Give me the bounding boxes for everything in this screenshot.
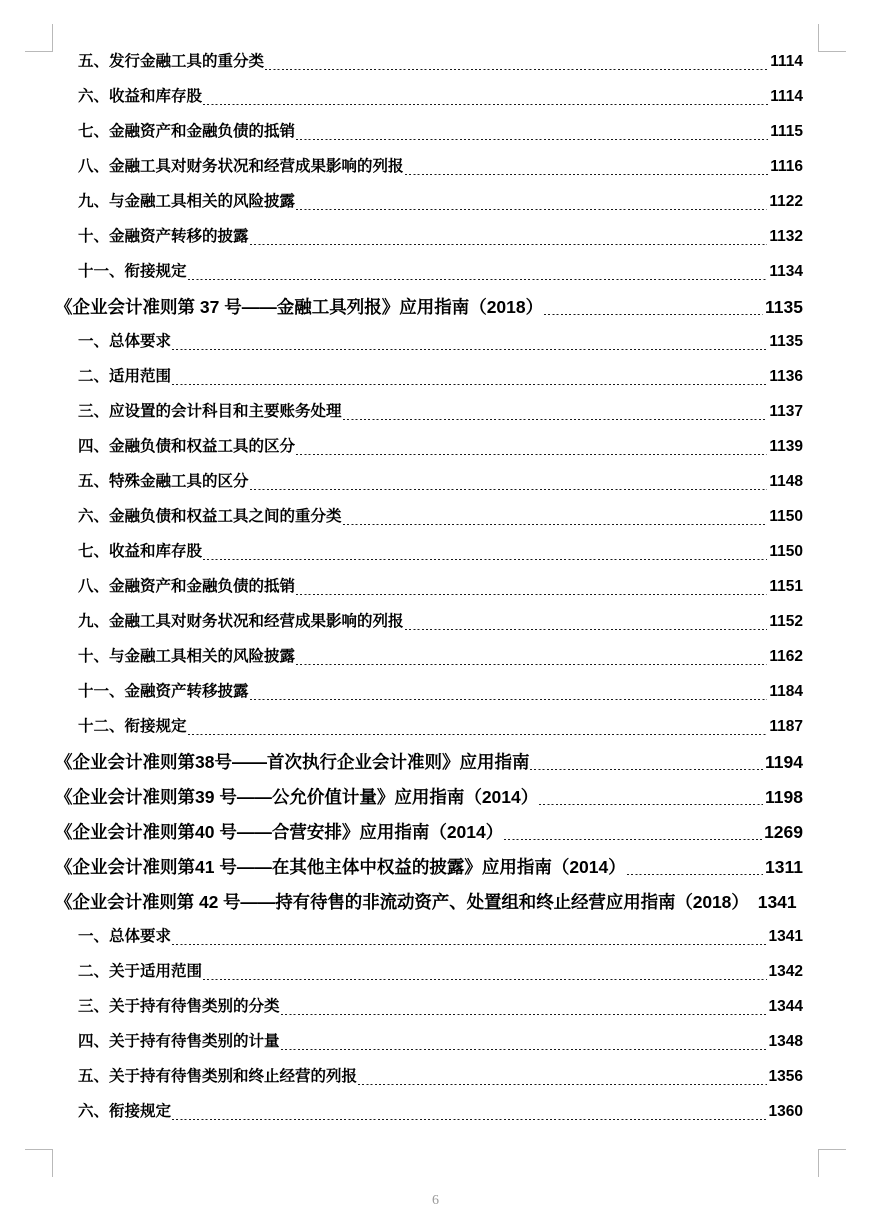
toc-entry-title: 四、金融负债和权益工具的区分 [78,438,296,455]
toc-dot-leader [343,524,768,525]
toc-entry-page-number: 1135 [765,297,803,317]
toc-entry-page-number: 1341 [768,928,803,945]
toc-entry-page-number: 1122 [769,193,803,210]
toc-entry[interactable] [0,224,871,259]
toc-entry[interactable] [0,994,871,1029]
toc-dot-leader [172,944,767,945]
toc-entry[interactable] [0,504,871,539]
toc-dot-leader [172,349,767,350]
toc-entry-title: 二、适用范围 [78,368,172,385]
toc-dot-leader [281,1049,767,1050]
toc-dot-leader [265,69,768,70]
crop-mark-horizontal-rule [25,1149,53,1150]
toc-dot-leader [203,979,767,980]
toc-dot-leader [544,314,763,315]
toc-dot-leader [188,734,768,735]
toc-entry-page-number: 1184 [769,683,803,700]
toc-dot-leader [172,1119,767,1120]
toc-dot-leader [250,699,768,700]
toc-dot-leader [627,874,763,875]
toc-entry-title: 六、衔接规定 [78,1103,172,1120]
toc-entry-page-number: 1348 [768,1033,803,1050]
toc-entry-page-number: 1360 [768,1103,803,1120]
toc-entry[interactable] [0,714,871,749]
toc-dot-leader [296,209,767,210]
toc-entry[interactable] [0,819,871,854]
toc-entry[interactable] [0,329,871,364]
toc-entry[interactable] [0,364,871,399]
toc-dot-leader [343,419,768,420]
toc-entry[interactable] [0,84,871,119]
toc-entry[interactable] [0,119,871,154]
toc-entry-page-number: 1341 [757,892,797,912]
toc-dot-leader [539,804,763,805]
toc-entry[interactable] [0,539,871,574]
toc-entry-title: 《企业会计准则第 42 号——持有待售的非流动资产、处置组和终止经营应用指南（2018） [55,892,749,912]
toc-dot-leader [250,489,768,490]
toc-entry-title: 《企业会计准则第41 号——在其他主体中权益的披露》应用指南（2014） [55,857,626,877]
toc-entry-page-number: 1148 [769,473,803,490]
toc-entry[interactable] [0,259,871,294]
toc-entry[interactable] [0,959,871,994]
toc-entry-title: 六、金融负债和权益工具之间的重分类 [78,508,342,525]
toc-entry-page-number: 1139 [769,438,803,455]
toc-entry[interactable] [0,154,871,189]
toc-entry-title: 五、特殊金融工具的区分 [78,473,249,490]
toc-entry-title: 九、与金融工具相关的风险披露 [78,193,296,210]
toc-entry[interactable] [0,49,871,84]
toc-dot-leader [296,454,767,455]
toc-entry-page-number: 1344 [768,998,803,1015]
toc-entry-title: 五、关于持有待售类别和终止经营的列报 [78,1068,358,1085]
toc-entry-page-number: 1135 [769,333,803,350]
toc-entry-title: 十、金融资产转移的披露 [78,228,249,245]
toc-dot-leader [530,769,763,770]
toc-entry-title: 七、收益和库存股 [78,543,203,560]
toc-entry-page-number: 1152 [769,613,803,630]
toc-entry-title: 二、关于适用范围 [78,963,203,980]
toc-entry-title: 九、金融工具对财务状况和经营成果影响的列报 [78,613,404,630]
toc-entry-title: 《企业会计准则第38号——首次执行企业会计准则》应用指南 [55,752,530,772]
toc-entry-title: 三、应设置的会计科目和主要账务处理 [78,403,342,420]
toc-entry-page-number: 1150 [769,508,803,525]
toc-entry[interactable] [0,189,871,224]
toc-entry-title: 十一、金融资产转移披露 [78,683,249,700]
crop-mark-horizontal-rule [818,1149,846,1150]
crop-mark-bottom-left [25,1149,53,1177]
toc-dot-leader [296,139,768,140]
toc-entry-title: 一、总体要求 [78,928,172,945]
toc-entry-page-number: 1150 [769,543,803,560]
toc-entry-page-number: 1187 [769,718,803,735]
toc-entry[interactable] [0,1064,871,1099]
toc-entry-page-number: 1269 [764,822,803,842]
toc-entry[interactable] [0,749,871,784]
toc-dot-leader [405,629,768,630]
toc-entry-title: 《企业会计准则第40 号——合营安排》应用指南（2014） [55,822,504,842]
toc-entry-page-number: 1151 [769,578,803,595]
toc-entry[interactable] [0,609,871,644]
toc-dot-leader [405,174,769,175]
toc-entry-page-number: 1311 [765,857,803,877]
toc-dot-leader [203,559,767,560]
toc-entry-title: 六、收益和库存股 [78,88,203,105]
toc-entry-page-number: 1198 [765,787,803,807]
toc-entry-page-number: 1116 [770,158,803,175]
toc-entry-title: 十一、衔接规定 [78,263,187,280]
toc-entry-title: 三、关于持有待售类别的分类 [78,998,280,1015]
toc-entry-title: 七、金融资产和金融负债的抵销 [78,123,296,140]
toc-entry-title: 一、总体要求 [78,333,172,350]
toc-entry-page-number: 1137 [769,403,803,420]
crop-mark-vertical-rule [52,1149,53,1177]
toc-dot-leader [250,244,768,245]
crop-mark-vertical-rule [818,24,819,52]
crop-mark-vertical-rule [818,1149,819,1177]
toc-entry-title: 四、关于持有待售类别的计量 [78,1033,280,1050]
toc-entry-title: 《企业会计准则第 37 号——金融工具列报》应用指南（2018） [55,297,544,317]
toc-dot-leader [504,839,762,840]
toc-entry[interactable] [0,399,871,434]
toc-entry[interactable] [0,1099,871,1134]
toc-dot-leader [188,279,768,280]
toc-entry[interactable] [0,469,871,504]
toc-entry-page-number: 1194 [765,752,803,772]
crop-mark-top-right [818,24,846,52]
toc-entry-page-number: 1132 [769,228,803,245]
toc-entry-page-number: 1114 [770,88,803,105]
crop-mark-top-left [25,24,53,52]
toc-entry[interactable] [0,889,871,924]
crop-mark-bottom-right [818,1149,846,1177]
toc-entry-title: 十二、衔接规定 [78,718,187,735]
toc-dot-leader [750,909,756,910]
toc-entry[interactable] [0,784,871,819]
footer-page-number: 6 [432,1193,439,1208]
toc-entry-title: 八、金融工具对财务状况和经营成果影响的列报 [78,158,404,175]
toc-entry[interactable] [0,854,871,889]
toc-entry-title: 五、发行金融工具的重分类 [78,53,265,70]
toc-entry[interactable] [0,294,871,329]
toc-entry-page-number: 1114 [770,53,803,70]
toc-dot-leader [172,384,767,385]
toc-entry-page-number: 1356 [768,1068,803,1085]
toc-dot-leader [281,1014,767,1015]
toc-entry-page-number: 1342 [768,963,803,980]
table-of-contents [0,49,871,1134]
toc-entry[interactable] [0,644,871,679]
crop-mark-vertical-rule [52,24,53,52]
toc-entry-page-number: 1136 [769,368,803,385]
toc-entry[interactable] [0,1029,871,1064]
toc-entry[interactable] [0,679,871,714]
toc-entry-title: 八、金融资产和金融负债的抵销 [78,578,296,595]
toc-dot-leader [296,594,767,595]
toc-entry[interactable] [0,434,871,469]
toc-dot-leader [203,104,768,105]
toc-entry-page-number: 1134 [769,263,803,280]
toc-entry-page-number: 1162 [769,648,803,665]
toc-dot-leader [296,664,767,665]
toc-entry[interactable] [0,924,871,959]
toc-entry-title: 《企业会计准则第39 号——公允价值计量》应用指南（2014） [55,787,539,807]
toc-dot-leader [358,1084,767,1085]
toc-entry-page-number: 1115 [770,123,803,140]
toc-entry[interactable] [0,574,871,609]
toc-entry-title: 十、与金融工具相关的风险披露 [78,648,296,665]
